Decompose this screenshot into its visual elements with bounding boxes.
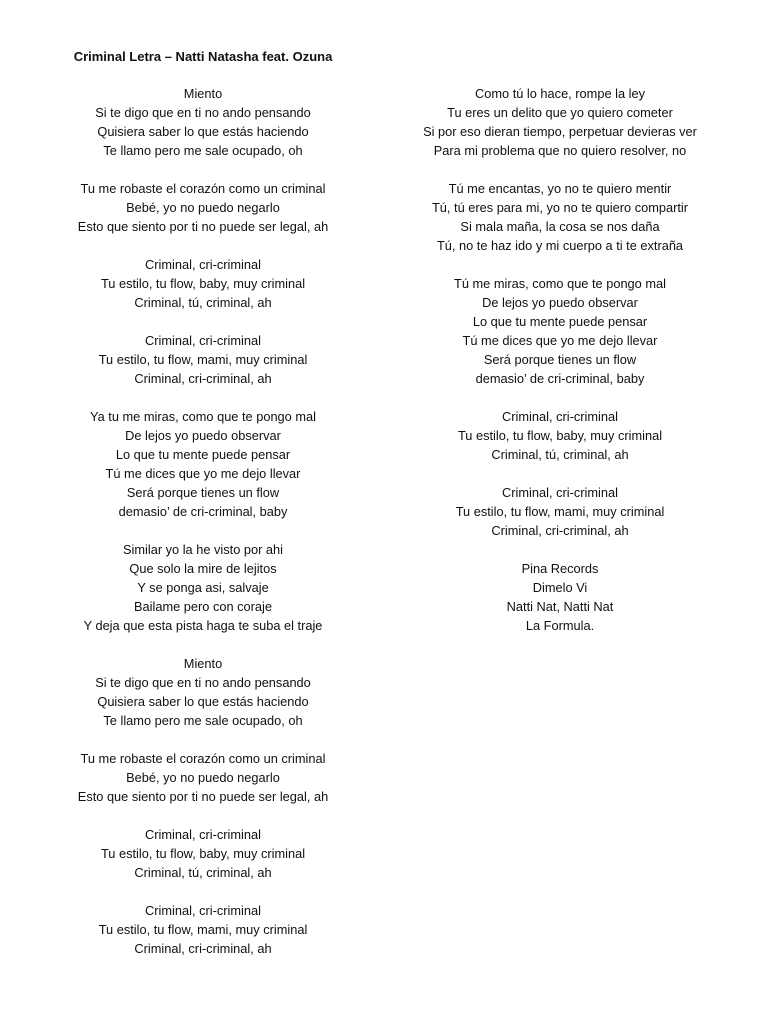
lyrics-stanza bbox=[413, 559, 707, 635]
lyric-line: Bebé, yo no puedo negarlo bbox=[126, 200, 280, 215]
lyric-line: Tu me robaste el corazón como un criminal bbox=[80, 181, 326, 196]
lyrics-stanza bbox=[413, 407, 707, 464]
lyric-line: Te llamo pero me sale ocupado, oh bbox=[103, 143, 303, 158]
lyric-line: Similar yo la he visto por ahi bbox=[122, 542, 284, 557]
lyric-line: Te llamo pero me sale ocupado, oh bbox=[103, 713, 303, 728]
lyrics-stanza bbox=[413, 84, 707, 160]
lyric-line: Criminal, cri-criminal, ah bbox=[491, 523, 629, 538]
lyric-line: Tú me dices que yo me dejo llevar bbox=[105, 466, 301, 481]
lyric-line: Esto que siento por ti no puede ser legal, ah bbox=[77, 219, 329, 234]
lyric-line: Criminal, cri-criminal, ah bbox=[134, 941, 272, 956]
lyric-line: Criminal, cri-criminal, ah bbox=[134, 371, 272, 386]
lyric-line: Dimelo Vi bbox=[532, 580, 588, 595]
lyric-line: Tú, no te haz ido y mi cuerpo a ti te extraña bbox=[436, 238, 684, 253]
lyric-line: Natti Nat, Natti Nat bbox=[506, 599, 614, 614]
lyric-line: De lejos yo puedo observar bbox=[125, 428, 281, 443]
lyrics-column-right bbox=[413, 84, 707, 654]
lyric-line: Será porque tienes un flow bbox=[483, 352, 637, 367]
lyrics-stanza bbox=[413, 179, 707, 255]
lyrics-stanza bbox=[58, 331, 348, 388]
lyric-line: Criminal, cri-criminal bbox=[145, 257, 261, 272]
lyric-line: La Formula. bbox=[525, 618, 595, 633]
lyrics-stanza bbox=[58, 901, 348, 958]
lyrics-stanza bbox=[58, 825, 348, 882]
lyric-line: Será porque tienes un flow bbox=[126, 485, 280, 500]
lyric-line: Tu estilo, tu flow, mami, muy criminal bbox=[455, 504, 665, 519]
lyrics-column-left bbox=[58, 84, 348, 977]
lyrics-stanza bbox=[413, 483, 707, 540]
lyric-line: Bailame pero con coraje bbox=[134, 599, 272, 614]
lyric-line: Tu estilo, tu flow, baby, muy criminal bbox=[457, 428, 663, 443]
lyric-line: Criminal, tú, criminal, ah bbox=[134, 295, 272, 310]
lyric-line: demasio’ de cri-criminal, baby bbox=[118, 504, 288, 519]
lyric-line: Miento bbox=[183, 86, 223, 101]
lyric-line: Quisiera saber lo que estás haciendo bbox=[97, 124, 309, 139]
lyric-line: Miento bbox=[183, 656, 223, 671]
lyric-line: Lo que tu mente puede pensar bbox=[115, 447, 291, 462]
lyrics-stanza bbox=[58, 255, 348, 312]
lyric-line: Tú me encantas, yo no te quiero mentir bbox=[448, 181, 672, 196]
lyric-line: Criminal, cri-criminal bbox=[145, 333, 261, 348]
lyric-line: Tú, tú eres para mi, yo no te quiero compartir bbox=[431, 200, 689, 215]
lyric-line: Tú me dices que yo me dejo llevar bbox=[462, 333, 658, 348]
lyric-line: demasio’ de cri-criminal, baby bbox=[475, 371, 645, 386]
lyric-line: Tú me miras, como que te pongo mal bbox=[454, 276, 666, 291]
lyric-line: Tu estilo, tu flow, baby, muy criminal bbox=[100, 846, 306, 861]
lyric-line: Si por eso dieran tiempo, perpetuar devieras ver bbox=[423, 124, 697, 139]
lyric-line: Y deja que esta pista haga te suba el traje bbox=[83, 618, 323, 633]
lyric-line: Como tú lo hace, rompe la ley bbox=[475, 86, 645, 101]
lyric-line: Quisiera saber lo que estás haciendo bbox=[97, 694, 309, 709]
page-title: Criminal Letra – Natti Natasha feat. Ozuna bbox=[73, 49, 333, 64]
lyric-line: Tu eres un delito que yo quiero cometer bbox=[447, 105, 673, 120]
lyrics-stanza bbox=[58, 179, 348, 236]
lyric-line: Tu me robaste el corazón como un criminal bbox=[80, 751, 326, 766]
lyric-line: Y se ponga asi, salvaje bbox=[137, 580, 269, 595]
lyric-line: Tu estilo, tu flow, mami, muy criminal bbox=[98, 922, 308, 937]
lyric-line: Pina Records bbox=[521, 561, 599, 576]
lyric-line: Criminal, cri-criminal bbox=[145, 827, 261, 842]
lyrics-stanza bbox=[58, 749, 348, 806]
lyric-line: Criminal, cri-criminal bbox=[145, 903, 261, 918]
lyric-line: Si mala maña, la cosa se nos daña bbox=[460, 219, 660, 234]
lyric-line: Tu estilo, tu flow, baby, muy criminal bbox=[100, 276, 306, 291]
lyrics-stanza bbox=[58, 654, 348, 730]
lyrics-stanza bbox=[413, 274, 707, 388]
lyric-line: Que solo la mire de lejitos bbox=[129, 561, 277, 576]
lyric-line: Para mi problema que no quiero resolver, no bbox=[433, 143, 687, 158]
lyric-line: Si te digo que en ti no ando pensando bbox=[95, 105, 311, 120]
lyrics-stanza bbox=[58, 407, 348, 521]
lyric-line: De lejos yo puedo observar bbox=[482, 295, 638, 310]
lyric-line: Criminal, tú, criminal, ah bbox=[491, 447, 629, 462]
lyric-line: Tu estilo, tu flow, mami, muy criminal bbox=[98, 352, 308, 367]
lyric-line: Criminal, cri-criminal bbox=[502, 409, 618, 424]
lyric-line: Lo que tu mente puede pensar bbox=[472, 314, 648, 329]
lyric-line: Si te digo que en ti no ando pensando bbox=[95, 675, 311, 690]
lyric-line: Ya tu me miras, como que te pongo mal bbox=[90, 409, 316, 424]
lyric-line: Bebé, yo no puedo negarlo bbox=[126, 770, 280, 785]
lyric-line: Esto que siento por ti no puede ser legal, ah bbox=[77, 789, 329, 804]
lyrics-stanza bbox=[58, 540, 348, 635]
lyrics-stanza bbox=[58, 84, 348, 160]
lyric-line: Criminal, cri-criminal bbox=[502, 485, 618, 500]
lyric-line: Criminal, tú, criminal, ah bbox=[134, 865, 272, 880]
